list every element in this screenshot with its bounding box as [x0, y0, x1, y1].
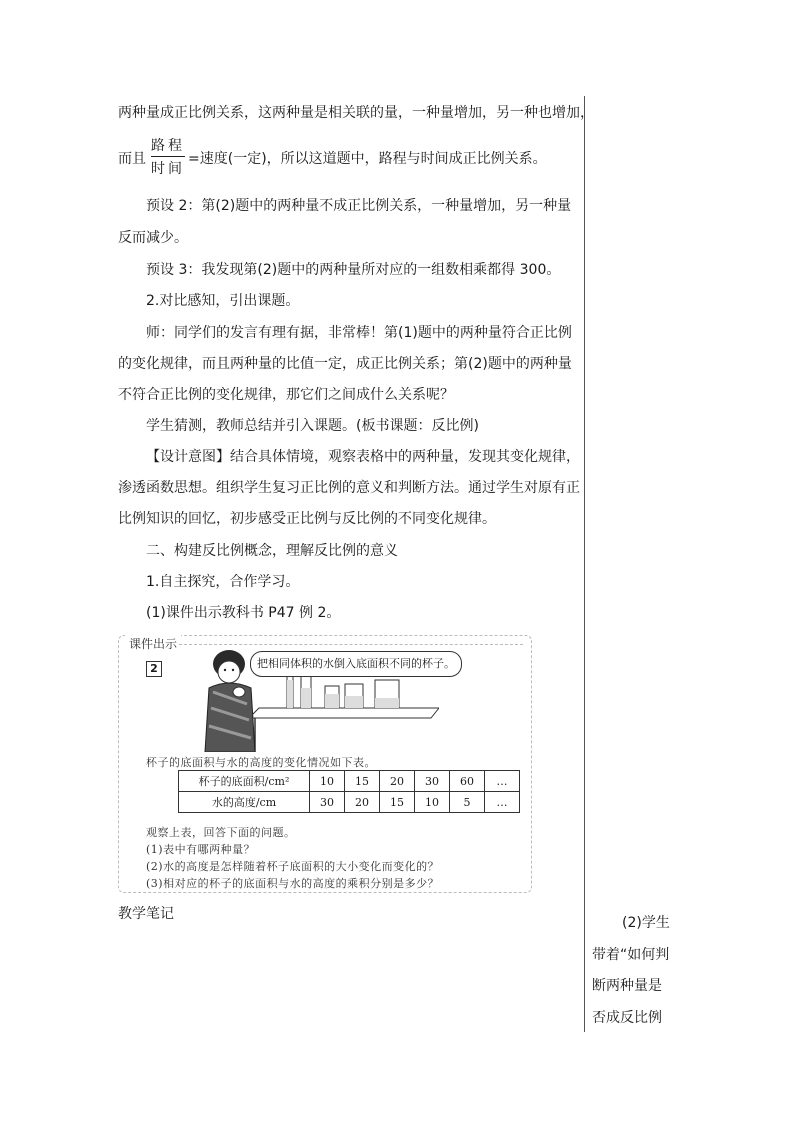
side-note-line: 带着“如何判 — [592, 947, 670, 963]
table-cell: 15 — [380, 792, 415, 813]
guess-line: 学生猜测，教师总结并引入课题。(板书课题：反比例) — [146, 418, 479, 434]
preset2-line-a: 预设 2：第(2)题中的两种量不成正比例关系，一种量增加，另一种量 — [146, 198, 572, 214]
table-cell: 5 — [450, 792, 485, 813]
step2-heading: 2.对比感知，引出课题。 — [146, 293, 300, 309]
fraction-suffix: =速度(一定)，所以这道题中，路程与时间成正比例关系。 — [188, 151, 547, 167]
row-header: 杯子的底面积/cm² — [179, 771, 310, 792]
table-cell: 60 — [450, 771, 485, 792]
table-row — [179, 771, 520, 792]
step1-heading: 1.自主探究，合作学习。 — [146, 574, 300, 590]
question-3: (3)相对应的杯子的底面积与水的高度的乘积分别是多少？ — [146, 877, 440, 890]
question-1: (1)表中有哪两种量？ — [146, 843, 256, 856]
section2-heading: 二、构建反比例概念，理解反比例的意义 — [146, 543, 398, 559]
table-cell: … — [485, 792, 520, 813]
fraction-prefix: 而且 — [118, 151, 146, 167]
fraction-bar — [151, 156, 185, 157]
table-row — [179, 792, 520, 813]
teacher-line-a: 师：同学们的发言有理有据，非常棒！第(1)题中的两种量符合正比例 — [146, 325, 572, 341]
teacher-line-b: 的变化规律，而且两种量的比值一定，成正比例关系；第(2)题中的两种量 — [118, 356, 572, 372]
teacher-line-c: 不符合正比例的变化规律，那它们之间成什么关系呢？ — [118, 387, 454, 403]
table-caption: 杯子的底面积与水的高度的变化情况如下表。 — [146, 756, 376, 769]
design-line-c: 比例知识的回忆，初步感受正比例与反比例的不同变化规律。 — [118, 511, 496, 527]
design-line-b: 渗透函数思想。组织学生复习正比例的意义和判断方法。通过学生对原有正 — [118, 480, 580, 496]
question-prompt: 观察上表，回答下面的问题。 — [146, 826, 296, 839]
design-line-a: 【设计意图】结合具体情境，观察表格中的两种量，发现其变化规律， — [146, 449, 580, 465]
speech-bubble: 把相同体积的水倒入底面积不同的杯子。 — [250, 651, 462, 677]
question-2: (2)水的高度是怎样随着杯子底面积的大小变化而变化的？ — [146, 860, 440, 873]
fraction-numerator: 路程 — [151, 138, 185, 154]
table-cell: 20 — [345, 792, 380, 813]
courseware-box — [118, 635, 532, 893]
side-note-line: 否成反比例 — [592, 1010, 662, 1026]
sub1-line: (1)课件出示教科书 P47 例 2。 — [146, 605, 341, 621]
teaching-notes-label: 教学笔记 — [118, 906, 174, 922]
table-cell: 20 — [380, 771, 415, 792]
courseware-tag: 课件出示 — [125, 635, 181, 652]
column-divider — [584, 96, 585, 1032]
fraction-denominator: 时间 — [151, 161, 185, 177]
preset2-line-b: 反而减少。 — [118, 230, 188, 246]
side-note-line: 断两种量是 — [592, 978, 662, 994]
side-note-line: (2)学生 — [622, 915, 670, 931]
table-cell: 15 — [345, 771, 380, 792]
example-number: 2 — [146, 661, 162, 677]
table-cell: 30 — [415, 771, 450, 792]
table-cell: 10 — [310, 771, 345, 792]
paragraph-line: 两种量成正比例关系，这两种量是相关联的量，一种量增加，另一种也增加， — [118, 105, 594, 121]
courseware-divider — [179, 644, 523, 645]
row-header: 水的高度/cm — [179, 792, 310, 813]
table-cell: … — [485, 771, 520, 792]
preset3-line: 预设 3：我发现第(2)题中的两种量所对应的一组数相乘都得 300。 — [146, 262, 561, 278]
data-table — [178, 770, 520, 813]
table-cell: 30 — [310, 792, 345, 813]
table-cell: 10 — [415, 792, 450, 813]
